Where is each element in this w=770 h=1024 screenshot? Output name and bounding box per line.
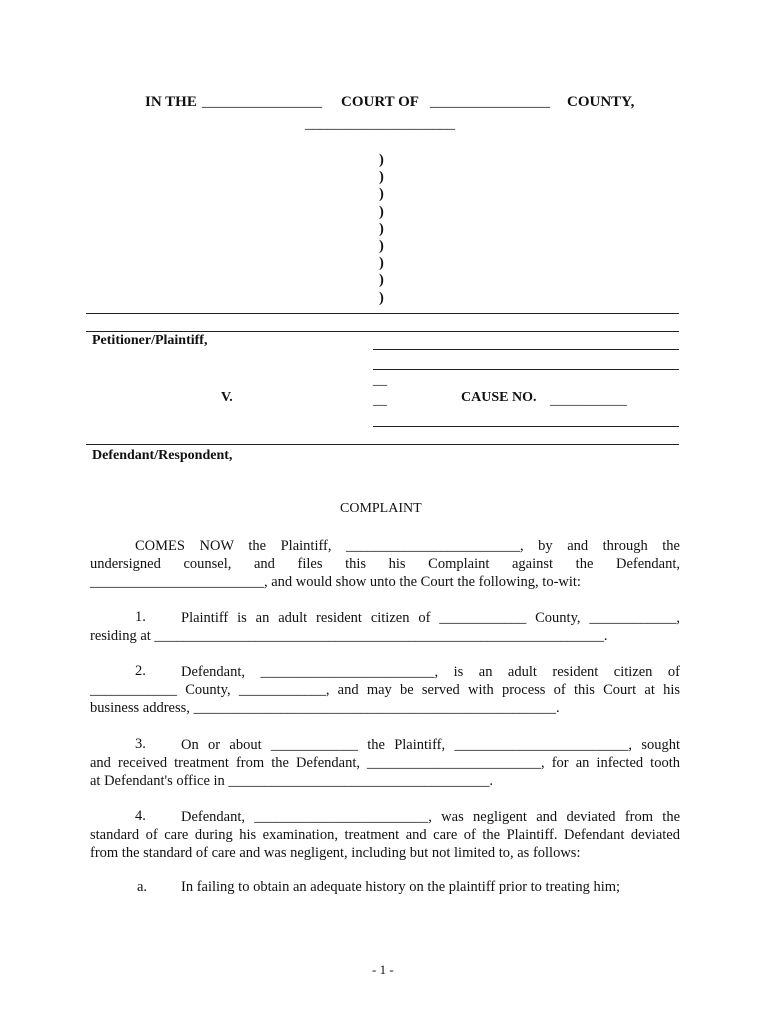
paragraph-4 <box>90 808 680 862</box>
paragraph-number: 2. <box>135 663 146 679</box>
caption-paren: ) <box>379 186 384 203</box>
caption-paren-column <box>379 152 384 307</box>
caption-defendant-label: Defendant/Respondent, <box>92 448 233 463</box>
caption-rule <box>86 313 679 314</box>
paragraph-line: residing at ______________________________________________________________. <box>90 628 608 644</box>
paragraph-line: and received treatment from the Defendant, ________________________, for an infected tooth <box>90 755 680 771</box>
caption-cause-no-label: CAUSE NO. <box>461 390 537 405</box>
intro-line: undersigned counsel, and files this his Complaint against the Defendant, <box>90 556 680 572</box>
caption-rule <box>86 444 679 445</box>
caption-rule <box>86 331 679 332</box>
caption-short-blank: __ <box>373 373 387 388</box>
caption-petitioner-label: Petitioner/Plaintiff, <box>92 333 208 348</box>
paragraph-number: 1. <box>135 609 146 625</box>
header-county: COUNTY, <box>567 94 635 110</box>
paragraph-line: Plaintiff is an adult resident citizen of ____________ County, ____________, <box>181 610 680 626</box>
caption-paren: ) <box>379 220 384 237</box>
header-blank-state: ____________________ <box>305 116 455 132</box>
caption-rule <box>373 369 679 370</box>
caption-paren: ) <box>379 203 384 220</box>
paragraph-2 <box>90 663 680 717</box>
caption-short-blank: __ <box>373 393 387 408</box>
intro-line: ________________________, and would show unto the Court the following, to-wit: <box>90 574 581 590</box>
caption-paren: ) <box>379 169 384 186</box>
header-court-of: COURT OF <box>341 94 419 110</box>
caption-cause-no-blank: ___________ <box>550 393 627 408</box>
header-in-the: IN THE <box>145 94 197 110</box>
caption-rule <box>373 349 679 350</box>
caption-paren: ) <box>379 238 384 255</box>
paragraph-line: Defendant, ________________________, is an adult resident citizen of <box>181 664 680 680</box>
paragraph-3 <box>90 736 680 790</box>
subparagraph-text: In failing to obtain an adequate history on the plaintiff prior to treating him; <box>181 879 621 895</box>
paragraph-number: 4. <box>135 808 146 824</box>
paragraph-line: Defendant, ________________________, was negligent and deviated from the <box>181 809 680 825</box>
paragraph-number: 3. <box>135 736 146 752</box>
caption-paren: ) <box>379 272 384 289</box>
paragraph-line: at Defendant's office in ____________________________________. <box>90 773 494 789</box>
paragraph-line: standard of care during his examination, treatment and care of the Plaintiff. Defendant deviated <box>90 827 680 843</box>
subparagraph-letter: a. <box>137 879 148 895</box>
paragraph-1 <box>90 609 680 645</box>
paragraph-line: ____________ County, ____________, and may be served with process of this Court at his <box>90 682 680 698</box>
paragraph-line: On or about ____________ the Plaintiff, ________________________, sought <box>181 737 680 753</box>
header-blank-court: ________________ <box>202 94 322 110</box>
paragraph-line: from the standard of care and was negligent, including but not limited to, as follows: <box>90 845 581 861</box>
caption-paren: ) <box>379 289 384 306</box>
intro-line: COMES NOW the Plaintiff, ________________________, by and through the <box>135 538 680 554</box>
caption-versus: V. <box>221 390 233 405</box>
caption-rule <box>373 426 679 427</box>
page-number: - 1 - <box>372 962 394 977</box>
header-blank-county: ________________ <box>430 94 550 110</box>
intro-paragraph <box>90 537 680 591</box>
caption-paren: ) <box>379 152 384 168</box>
caption-paren: ) <box>379 255 384 272</box>
document-title: COMPLAINT <box>340 501 422 516</box>
paragraph-line: business address, __________________________________________________. <box>90 700 560 716</box>
